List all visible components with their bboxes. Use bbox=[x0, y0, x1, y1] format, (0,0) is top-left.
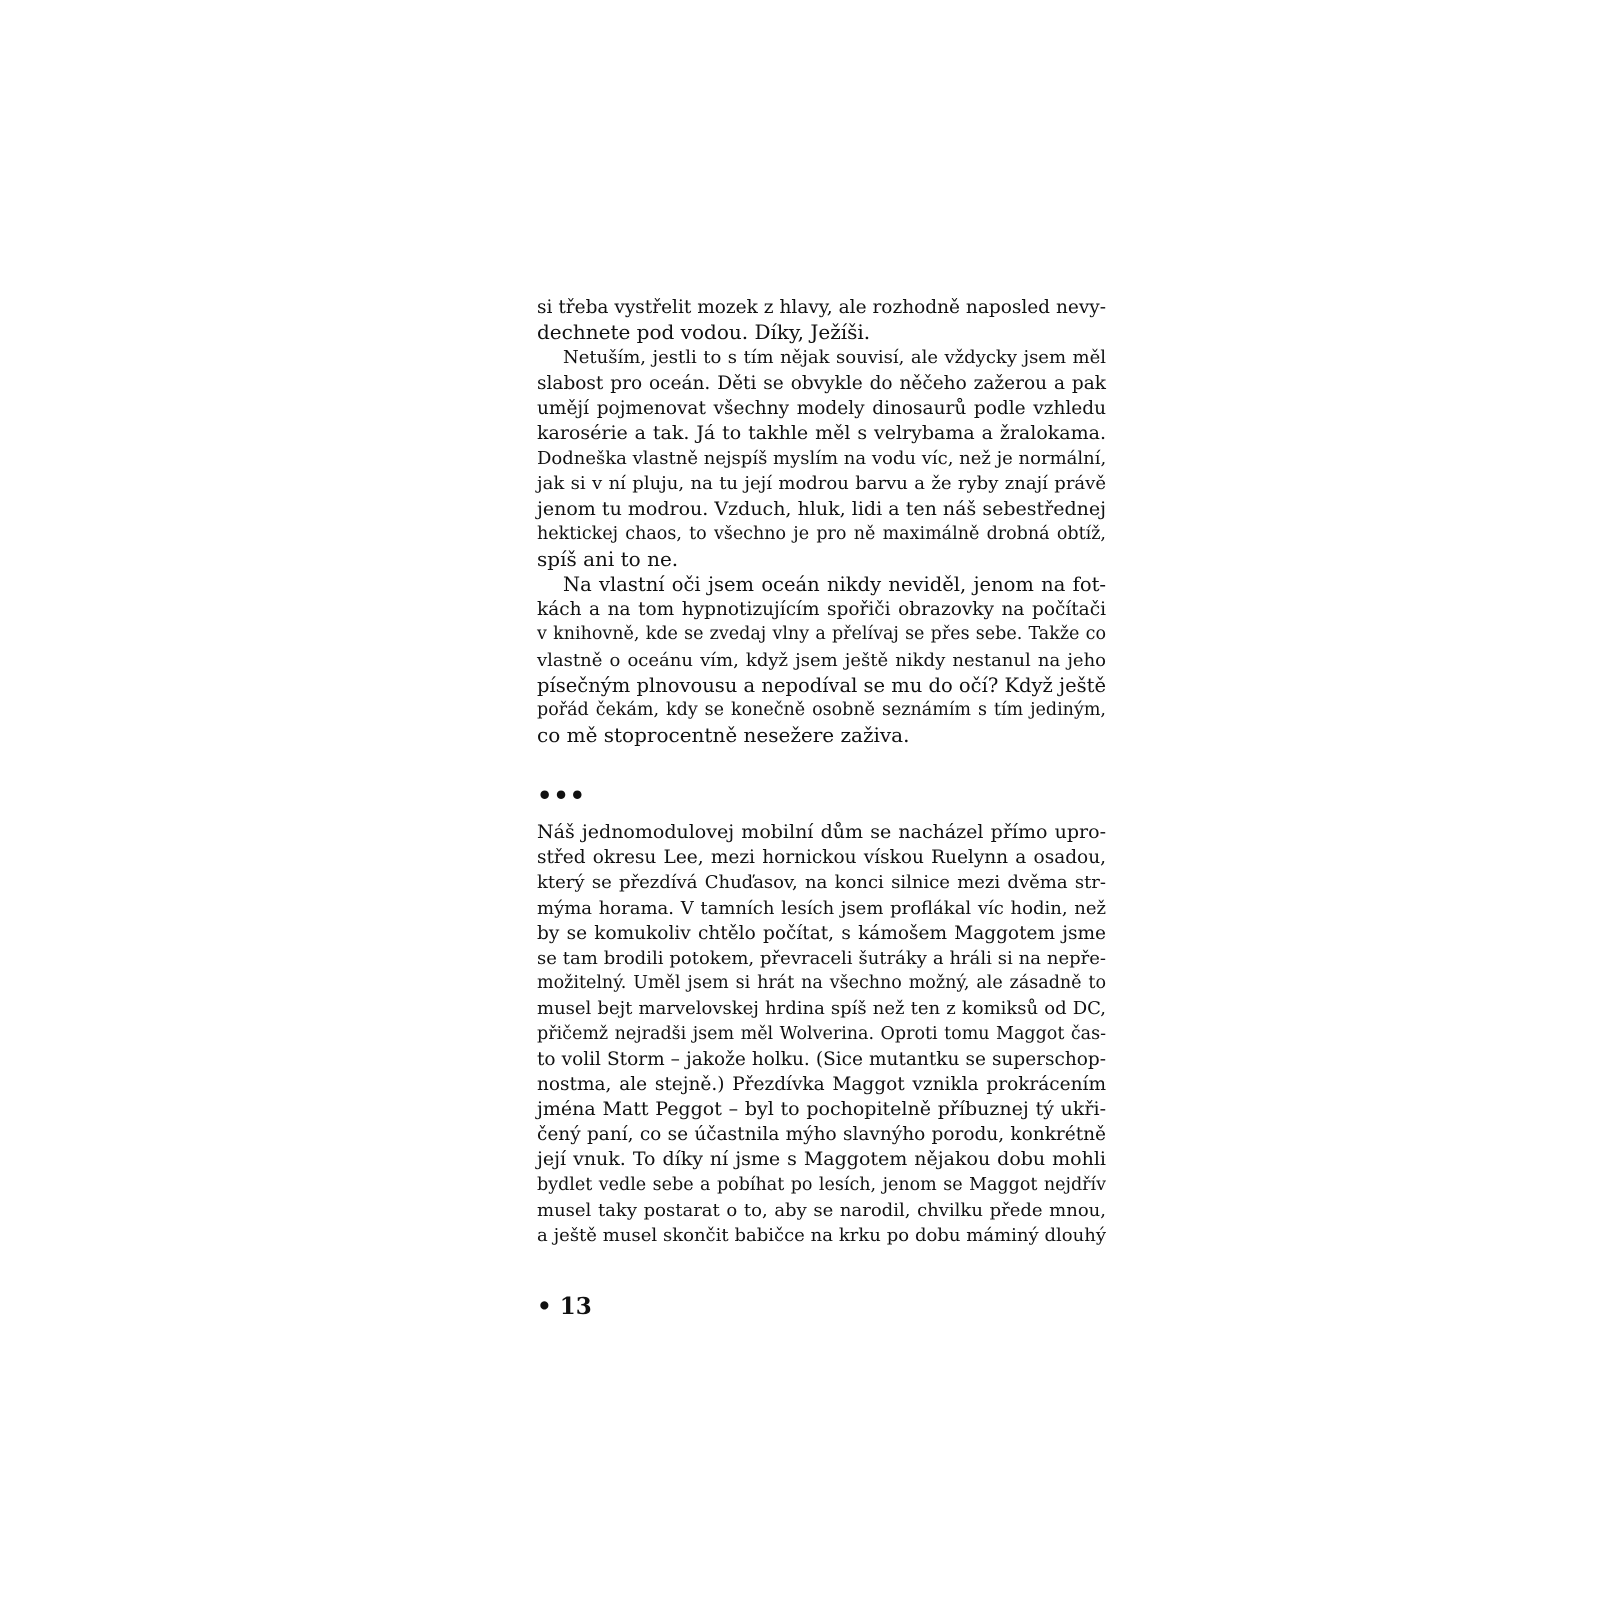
text-line: a ještě musel skončit babičce na krku po dobu máminý dlouhý bbox=[537, 1225, 1106, 1246]
text-line: jak si v ní pluju, na tu její modrou barvu a že ryby znají právě bbox=[537, 473, 1106, 495]
text-line: to volil Storm – jakože holku. (Sice mutantku se superschop- bbox=[537, 1048, 1106, 1070]
text-line: karosérie a tak. Já to takhle měl s velrybama a žralokama. bbox=[537, 421, 1106, 444]
text-line: Na vlastní oči jsem oceán nikdy neviděl, jenom na fot- bbox=[563, 573, 1106, 597]
text-line: kách a na tom hypnotizujícím spořiči obrazovky na počítači bbox=[537, 599, 1106, 621]
text-line: který se přezdívá Chuďasov, na konci silnice mezi dvěma str- bbox=[537, 872, 1106, 894]
text-line: se tam brodili potokem, převraceli šutráky a hráli si na nepře- bbox=[537, 947, 1106, 969]
text-block-1 bbox=[537, 295, 1106, 748]
text-line: pořád čekám, kdy se konečně osobně seznámím s tím jediným, bbox=[537, 700, 1106, 720]
text-line: Náš jednomodulovej mobilní dům se nacházel přímo upro- bbox=[537, 821, 1106, 843]
text-line: si třeba vystřelit mozek z hlavy, ale rozhodně naposled nevy- bbox=[537, 297, 1106, 318]
text-line: mýma horama. V tamních lesích jsem proflákal víc hodin, než bbox=[537, 897, 1106, 919]
text-line: jenom tu modrou. Vzduch, hluk, lidi a ten náš sebestřednej bbox=[537, 497, 1106, 520]
text-line: střed okresu Lee, mezi hornickou vískou Ruelynn a osadou, bbox=[537, 847, 1106, 869]
text-line: co mě stoprocentně nesežere zaživa. bbox=[537, 723, 910, 748]
page-number: • 13 bbox=[537, 1293, 592, 1320]
text-line: spíš ani to ne. bbox=[537, 546, 679, 571]
text-line: by se komukoliv chtělo počítat, s kámošem Maggotem jsme bbox=[537, 922, 1106, 944]
text-line: přičemž nejradši jsem měl Wolverina. Oproti tomu Maggot čas- bbox=[537, 1023, 1106, 1044]
text-line: dechnete pod vodou. Díky, Ježíši. bbox=[537, 320, 871, 345]
text-line: musel taky postarat o to, aby se narodil, chvilku přede mnou, bbox=[537, 1199, 1106, 1221]
text-line: její vnuk. To díky ní jsme s Maggotem nějakou dobu mohli bbox=[537, 1148, 1106, 1171]
text-line: čený paní, co se účastnila mýho slavnýho porodu, konkrétně bbox=[537, 1124, 1106, 1146]
text-line: umějí pojmenovat všechny modely dinosaurů podle vzhledu bbox=[537, 397, 1106, 419]
text-line: hektickej chaos, to všechno je pro ně maximálně drobná obtíž, bbox=[537, 523, 1106, 544]
text-line: vlastně o oceánu vím, když jsem ještě nikdy nestanul na jeho bbox=[537, 649, 1106, 671]
text-line: slabost pro oceán. Děti se obvykle do něčeho zažerou a pak bbox=[537, 372, 1106, 394]
text-line: Dodneška vlastně nejspíš myslím na vodu víc, než je normální, bbox=[537, 448, 1107, 470]
text-line: písečným plnovousu a nepodíval se mu do očí? Když ještě bbox=[537, 673, 1106, 697]
text-line: musel bejt marvelovskej hrdina spíš než ten z komiksů od DC, bbox=[537, 998, 1106, 1020]
text-block-2 bbox=[537, 820, 1106, 1248]
text-line: v knihovně, kde se zvedaj vlny a přelívaj se přes sebe. Takže co bbox=[537, 624, 1106, 645]
text-line: nostma, ale stejně.) Přezdívka Maggot vznikla prokrácením bbox=[537, 1073, 1106, 1095]
text-line: Netuším, jestli to s tím nějak souvisí, ale vždycky jsem měl bbox=[563, 347, 1106, 369]
text-line: bydlet vedle sebe a pobíhat po lesích, jenom se Maggot nejdřív bbox=[537, 1174, 1106, 1195]
text-line: možitelný. Uměl jsem si hrát na všechno možný, ale zásadně to bbox=[537, 973, 1106, 994]
text-line: jména Matt Peggot – byl to pochopitelně příbuznej tý ukři- bbox=[537, 1098, 1106, 1121]
section-separator: ••• bbox=[537, 781, 587, 810]
